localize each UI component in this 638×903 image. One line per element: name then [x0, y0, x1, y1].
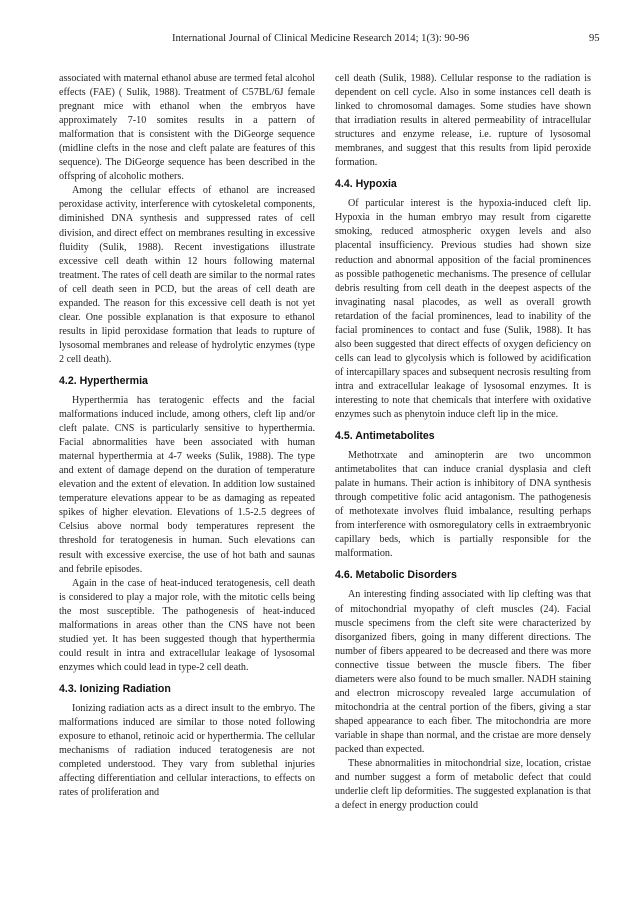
section-heading-hypoxia: 4.4. Hypoxia	[335, 178, 397, 191]
section-heading-hyperthermia: 4.2. Hyperthermia	[59, 374, 148, 387]
paragraph: Of particular interest is the hypoxia-induced cleft lip. Hypoxia in the human embryo may result from cigarette smoking, reduced atmospheric oxygen levels and also placental insufficiency. Previous studies had shown size reduction and abnormal apposition of the facial prominences as possible pathogenetic mechanisms. The presence of cellular debris resulting from cell death in the deepest aspects of the invaginating nasal placodes, as well as overall growth retardation of the facial prominences, lead to inability of the facial prominences to contact and fuse (Sulik, 1988). It has also been suggested that direct effects of oxygen deficiency on cells can lead to glycolysis which is followed by acidification of intercapillary spaces and subsequent necrosis resulting from intra and extracellular leakage of lysosomal enzymes. It is interesting to note that chemicals that interfere with oxidative enzymes such as phenytoin induce cleft lip in the mice.	[335, 198, 591, 421]
paragraph: These abnormalities in mitochondrial size, location, cristae and number suggest a form of metabolic defect that could underlie cleft lip deformities. The suggested explanation is that a defect in energy production could	[335, 758, 591, 812]
section-heading-ionizing-radiation: 4.3. Ionizing Radiation	[59, 682, 171, 695]
page-number: 95	[589, 33, 600, 44]
journal-citation: International Journal of Clinical Medicine Research 2014; 1(3): 90-96	[172, 33, 470, 44]
paragraph: An interesting finding associated with lip clefting was that of mitochondrial myopathy of cleft muscles (24). Facial muscle specimens from the cleft site were characterized by disorganized fibers, going in many different directions. The number of fibers appeared to be decreased and there was more connective tissue between the muscle fibers. The fiber diameters were also found to be much smaller. NADH staining and electron microscopy revealed large accumulation of mitochondria at the central portion of the fibers, giving a star shaped appearance to each fiber. The mitochondria are more variable in shape than normal, and the cristae are more densely packed than expected.	[335, 589, 591, 755]
paragraph: Again in the case of heat-induced teratogenesis, cell death is considered to play a major role, with the mitotic cells being the most susceptible. The pathogenesis of heat-induced malformations in areas other than the CNS have not been studied yet. It has been suggested though that hyperthermia could result in intra and extracellular leakage of lysosomal enzymes which could lead in type-2 cell death.	[59, 577, 315, 673]
paragraph: associated with maternal ethanol abuse are termed fetal alcohol effects (FAE) ( Sulik, 1988). Treatment of C57BL/6J female pregnant mice with ethanol when the embryos have approximately 7-10 somites results in a pattern of malformation that is consistent with the DiGeorge sequence (midline clefts in the nose and cleft palate are features of this sequence). The DiGeorge sequence has been described in the offspring of alcoholic mothers.	[59, 73, 315, 183]
section-heading-antimetabolites: 4.5. Antimetabolites	[335, 430, 435, 443]
running-header	[0, 33, 638, 47]
right-column	[335, 72, 591, 813]
left-column	[59, 72, 315, 800]
paragraph: cell death (Sulik, 1988). Cellular response to the radiation is dependent on cell cycle. Also in some instances cell death is linked to chromosomal damages. Some studies have shown that irradiation results in altered permeability of intracellular structures and enzyme release, i.e. rupture of lysosomal membranes, and suggest that this results from lipid peroxide formation.	[335, 73, 591, 169]
section-heading-metabolic-disorders: 4.6. Metabolic Disorders	[335, 569, 457, 582]
paragraph: Methotrxate and aminopterin are two uncommon antimetabolites that can induce cranial dysplasia and cleft palate in humans. Their action is inhibitory of DNA synthesis through competitive folic acid antagonism. The pathogenesis of methotexate involves fluid imbalance, resulting perhaps from interference with osmoregulatory cells in extraembryonic capillary beds, which is partially responsible for the malformation.	[335, 450, 591, 560]
paragraph: Hyperthermia has teratogenic effects and the facial malformations induced include, among others, cleft lip and/or cleft palate. CNS is particularly sensitive to hyperthermia. Facial abnormalities have been associated with human maternal hyperthermia at 4-7 weeks (Sulik, 1988). The type and extent of damage depend on the duration of temperature elevation and the extent of elevation. In addition low sustained temperature elevations appear to be as damaging as repeated spikes of higher elevation. Elevations of 1.5-2.5 degrees of Celsius above normal body temperatures represent the threshold for teratogenesis in human. Such elevations can result with excessive exercise, the use of hot bath and saunas and febrile episodes.	[59, 394, 315, 575]
paragraph: Ionizing radiation acts as a direct insult to the embryo. The malformations induced are similar to those noted following exposure to ethanol, retinoic acid or hyperthermia. The cellular mechanisms of radiation induced teratogenesis are not completed understood. They vary from sublethal injuries affecting differentiation and cellular interactions, to effects on rates of proliferation and	[59, 702, 315, 799]
paragraph: Among the cellular effects of ethanol are increased peroxidase activity, interference with cytoskeletal components, diminished DNA synthesis and suppressed rates of cell division, and direct effect on membranes resulting in excessive fluidity (Sulik, 1988). Recent investigations illustrate excessive cell death within 12 hours following maternal treatment. The rates of cell death are similar to the normal rates of cell death seen in PCD, but the areas of cell death are expanded. The reason for this excessive cell death is not yet clear. One possible explanation is that exposure to ethanol results in lipid peroxidase formation that leads to rupture of lysosomal membranes and release of hydrolytic enzymes (type 2 cell death).	[59, 185, 315, 365]
